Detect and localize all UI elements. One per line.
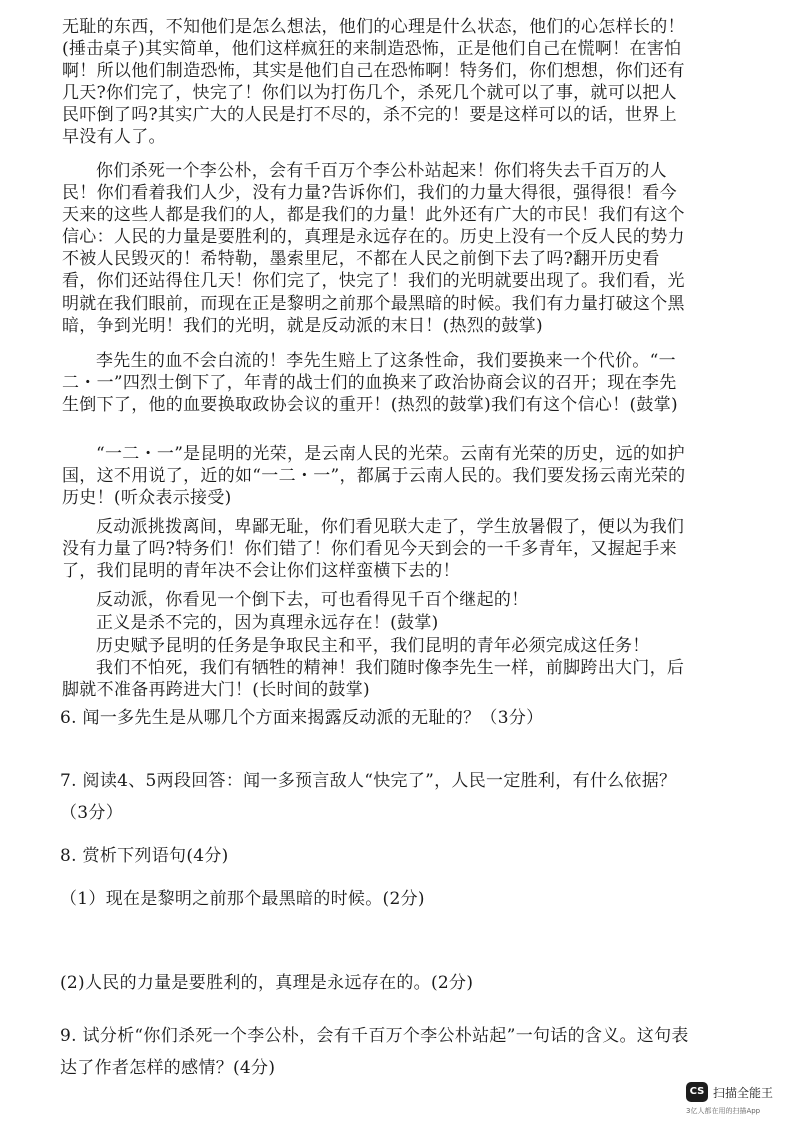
question-8: 8. 赏析下列语句(4分): [60, 846, 229, 866]
passage-paragraph-4: [62, 443, 688, 509]
passage-text: 反动派挑拨离间，卑鄙无耻，你们看见联大走了，学生放暑假了，便以为我们没有力量了吗?特务们！你们错了！你们看见今天到会的一千多青年，又握起手来了，我们昆明的青年决不会让你们这样蛮横下去的！: [62, 517, 685, 582]
passage-text: “一二・一”是昆明的光荣，是云南人民的光荣。云南有光荣的历史，远的如护国，这不用说了，近的如“一二・一”，都属于云南人民的。我们要发扬云南光荣的历史！(听众表示接受): [62, 444, 686, 509]
passage-paragraph-5: [62, 516, 688, 582]
passage-text: 我们不怕死，我们有牺牲的精神！我们随时像李先生一样，前脚跨出大门，后脚就不准备再跨进大门！(长时间的鼓掌): [62, 658, 685, 701]
scanner-watermark: [686, 1082, 786, 1118]
passage-text: 李先生的血不会白流的！李先生赔上了这条性命，我们要换来一个代价。“一二・一”四烈士倒下了，年青的战士们的血换来了政治协商会议的召开；现在李先生倒下了，他的血要换取政协会议的重开！(热烈的鼓掌)我们有这个信心！(鼓掌): [62, 351, 678, 416]
passage-paragraph-2: [62, 160, 688, 337]
passage-paragraph-7: [62, 612, 688, 634]
question-6: 6. 闻一多先生是从哪几个方面来揭露反动派的无耻的？（3分）: [60, 708, 544, 728]
watermark-app-name: 扫描全能王: [713, 1086, 774, 1100]
passage-paragraph-9: [62, 657, 688, 701]
passage-paragraph-1: [62, 16, 688, 149]
question-7: 7. 阅读4、5两段回答：闻一多预言敌人“快完了”，人民一定胜利，有什么依据？（3分）: [60, 771, 677, 823]
passage-text: 正义是杀不完的，因为真理永远存在！(鼓掌): [96, 613, 439, 633]
question-8-1: （1）现在是黎明之前那个最黑暗的时候。(2分): [60, 889, 425, 909]
question-8-2: (2)人民的力量是要胜利的，真理是永远存在的。(2分): [60, 973, 474, 993]
passage-text: 历史赋予昆明的任务是争取民主和平，我们昆明的青年必须完成这任务！: [96, 636, 650, 656]
watermark-subtitle: 3亿人都在用的扫描App: [686, 1107, 761, 1115]
passage-text: 无耻的东西，不知他们是怎么想法，他们的心理是什么状态，他们的心怎样长的！(捶击桌子)其实简单，他们这样疯狂的来制造恐怖，正是他们自己在慌啊！在害怕啊！所以他们制造恐怖，其实是他们自己在恐怖啊！特务们，你们想想，你们还有几天?你们完了，快完了！你们以为打伤几个，杀死几个就可以了事，就可以把人民吓倒了吗?其实广大的人民是打不尽的，杀不完的！要是这样可以的话，世界上早没有人了。: [62, 17, 685, 148]
passage-text: 你们杀死一个李公朴，会有千百万个李公朴站起来！你们将失去千百万的人民！你们看着我们人少，没有力量?告诉你们，我们的力量大得很，强得很！看今天来的这些人都是我们的人，都是我们的力量！此外还有广大的市民！我们有这个信心：人民的力量是要胜利的，真理是永远存在的。历史上没有一个反人民的势力不被人民毁灭的！希特勒，墨索里尼，不都在人民之前倒下去了吗?翻开历史看看，你们还站得住几天！你们完了，快完了！我们的光明就要出现了。我们看，光明就在我们眼前，而现在正是黎明之前那个最黑暗的时候。我们有力量打破这个黑暗，争到光明！我们的光明，就是反动派的末日！(热烈的鼓掌): [62, 161, 685, 336]
passage-paragraph-8: [62, 635, 688, 657]
passage-paragraph-6: [62, 589, 688, 611]
camscanner-logo-icon: CS: [686, 1082, 708, 1102]
passage-text: 反动派，你看见一个倒下去，可也看得见千百个继起的！: [96, 590, 529, 610]
question-9: 9. 试分析“你们杀死一个李公朴，会有千百万个李公朴站起”一句话的含义。这句表达了作者怎样的感情？(4分): [60, 1026, 689, 1078]
passage-paragraph-3: [62, 350, 688, 416]
